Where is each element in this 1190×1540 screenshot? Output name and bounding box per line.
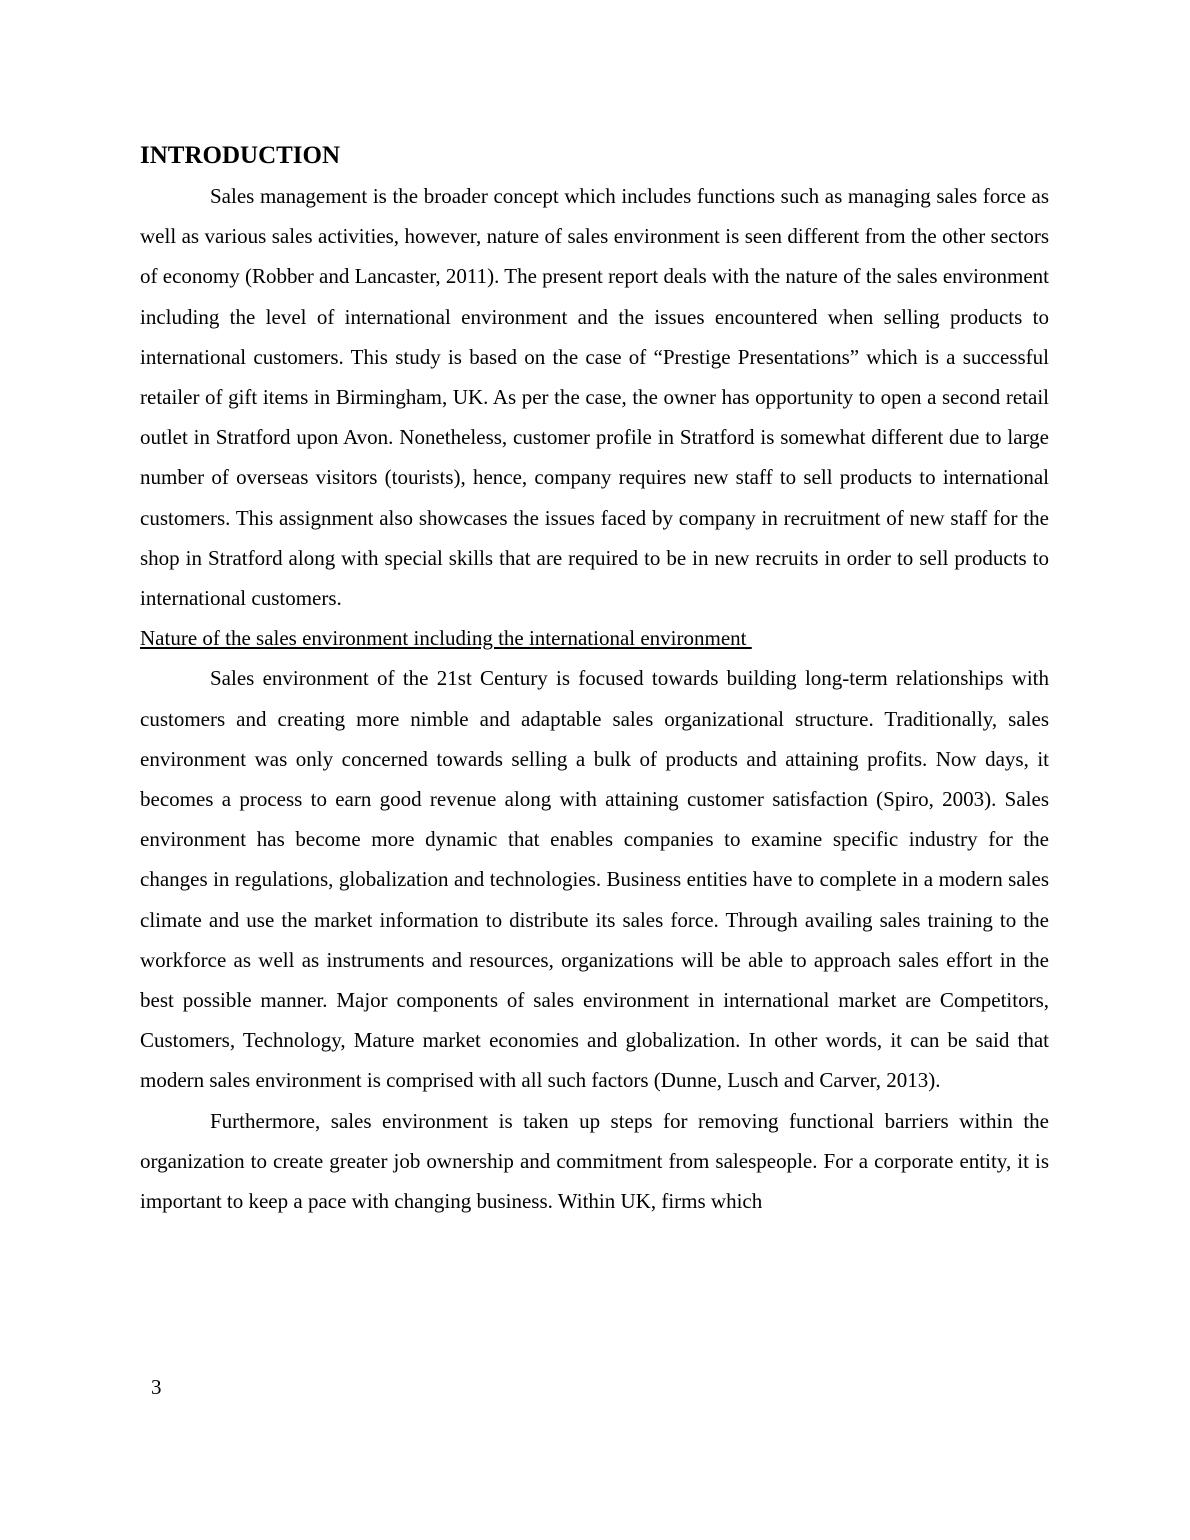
intro-paragraph: Sales management is the broader concept which includes functions such as managing sales force as well as various sales activities, however, nature of sales environment is seen different from the other sectors of economy (Robber and Lancaster, 2011). The present report deals with the nature of the sales environment including the level of international environment and the issues encountered when selling products to international customers. This study is based on the case of “Prestige Presentations” which is a successful retailer of gift items in Birmingham, UK. As per the case, the owner has opportunity to open a second retail outlet in Stratford upon Avon. Nonetheless, customer profile in Stratford is somewhat different due to large number of overseas visitors (tourists), hence, company requires new staff to sell products to international customers. This assignment also showcases the issues faced by company in recruitment of new staff for the shop in Stratford along with special skills that are required to be in new recruits in order to sell products to international customers. (140, 184, 1049, 611)
page-number: 3 (151, 1375, 162, 1399)
subsection-title: Nature of the sales environment including the international environment (140, 626, 752, 651)
document-page (140, 138, 1049, 1221)
section-paragraph-2: Furthermore, sales environment is taken up steps for removing functional barriers within the organization to create greater job ownership and commitment from salespeople. For a corporate entity, it is important to keep a pace with changing business. Within UK, firms which (140, 1108, 1049, 1214)
section-heading: INTRODUCTION (140, 142, 341, 169)
section-paragraph-1: Sales environment of the 21st Century is focused towards building long-term relationships with customers and creating more nimble and adaptable sales organizational structure. Traditionally, sales environment was only concerned towards selling a bulk of products and attaining profits. Now days, it becomes a process to earn good revenue along with attaining customer satisfaction (Spiro, 2003). Sales environment has become more dynamic that enables companies to examine specific industry for the changes in regulations, globalization and technologies. Business entities have to complete in a modern sales climate and use the market information to distribute its sales force. Through availing sales training to the workforce as well as instruments and resources, organizations will be able to approach sales effort in the best possible manner. Major components of sales environment in international market are Competitors, Customers, Technology, Mature market economies and globalization. In other words, it can be said that modern sales environment is comprised with all such factors (Dunne, Lusch and Carver, 2013). (140, 666, 1049, 1093)
